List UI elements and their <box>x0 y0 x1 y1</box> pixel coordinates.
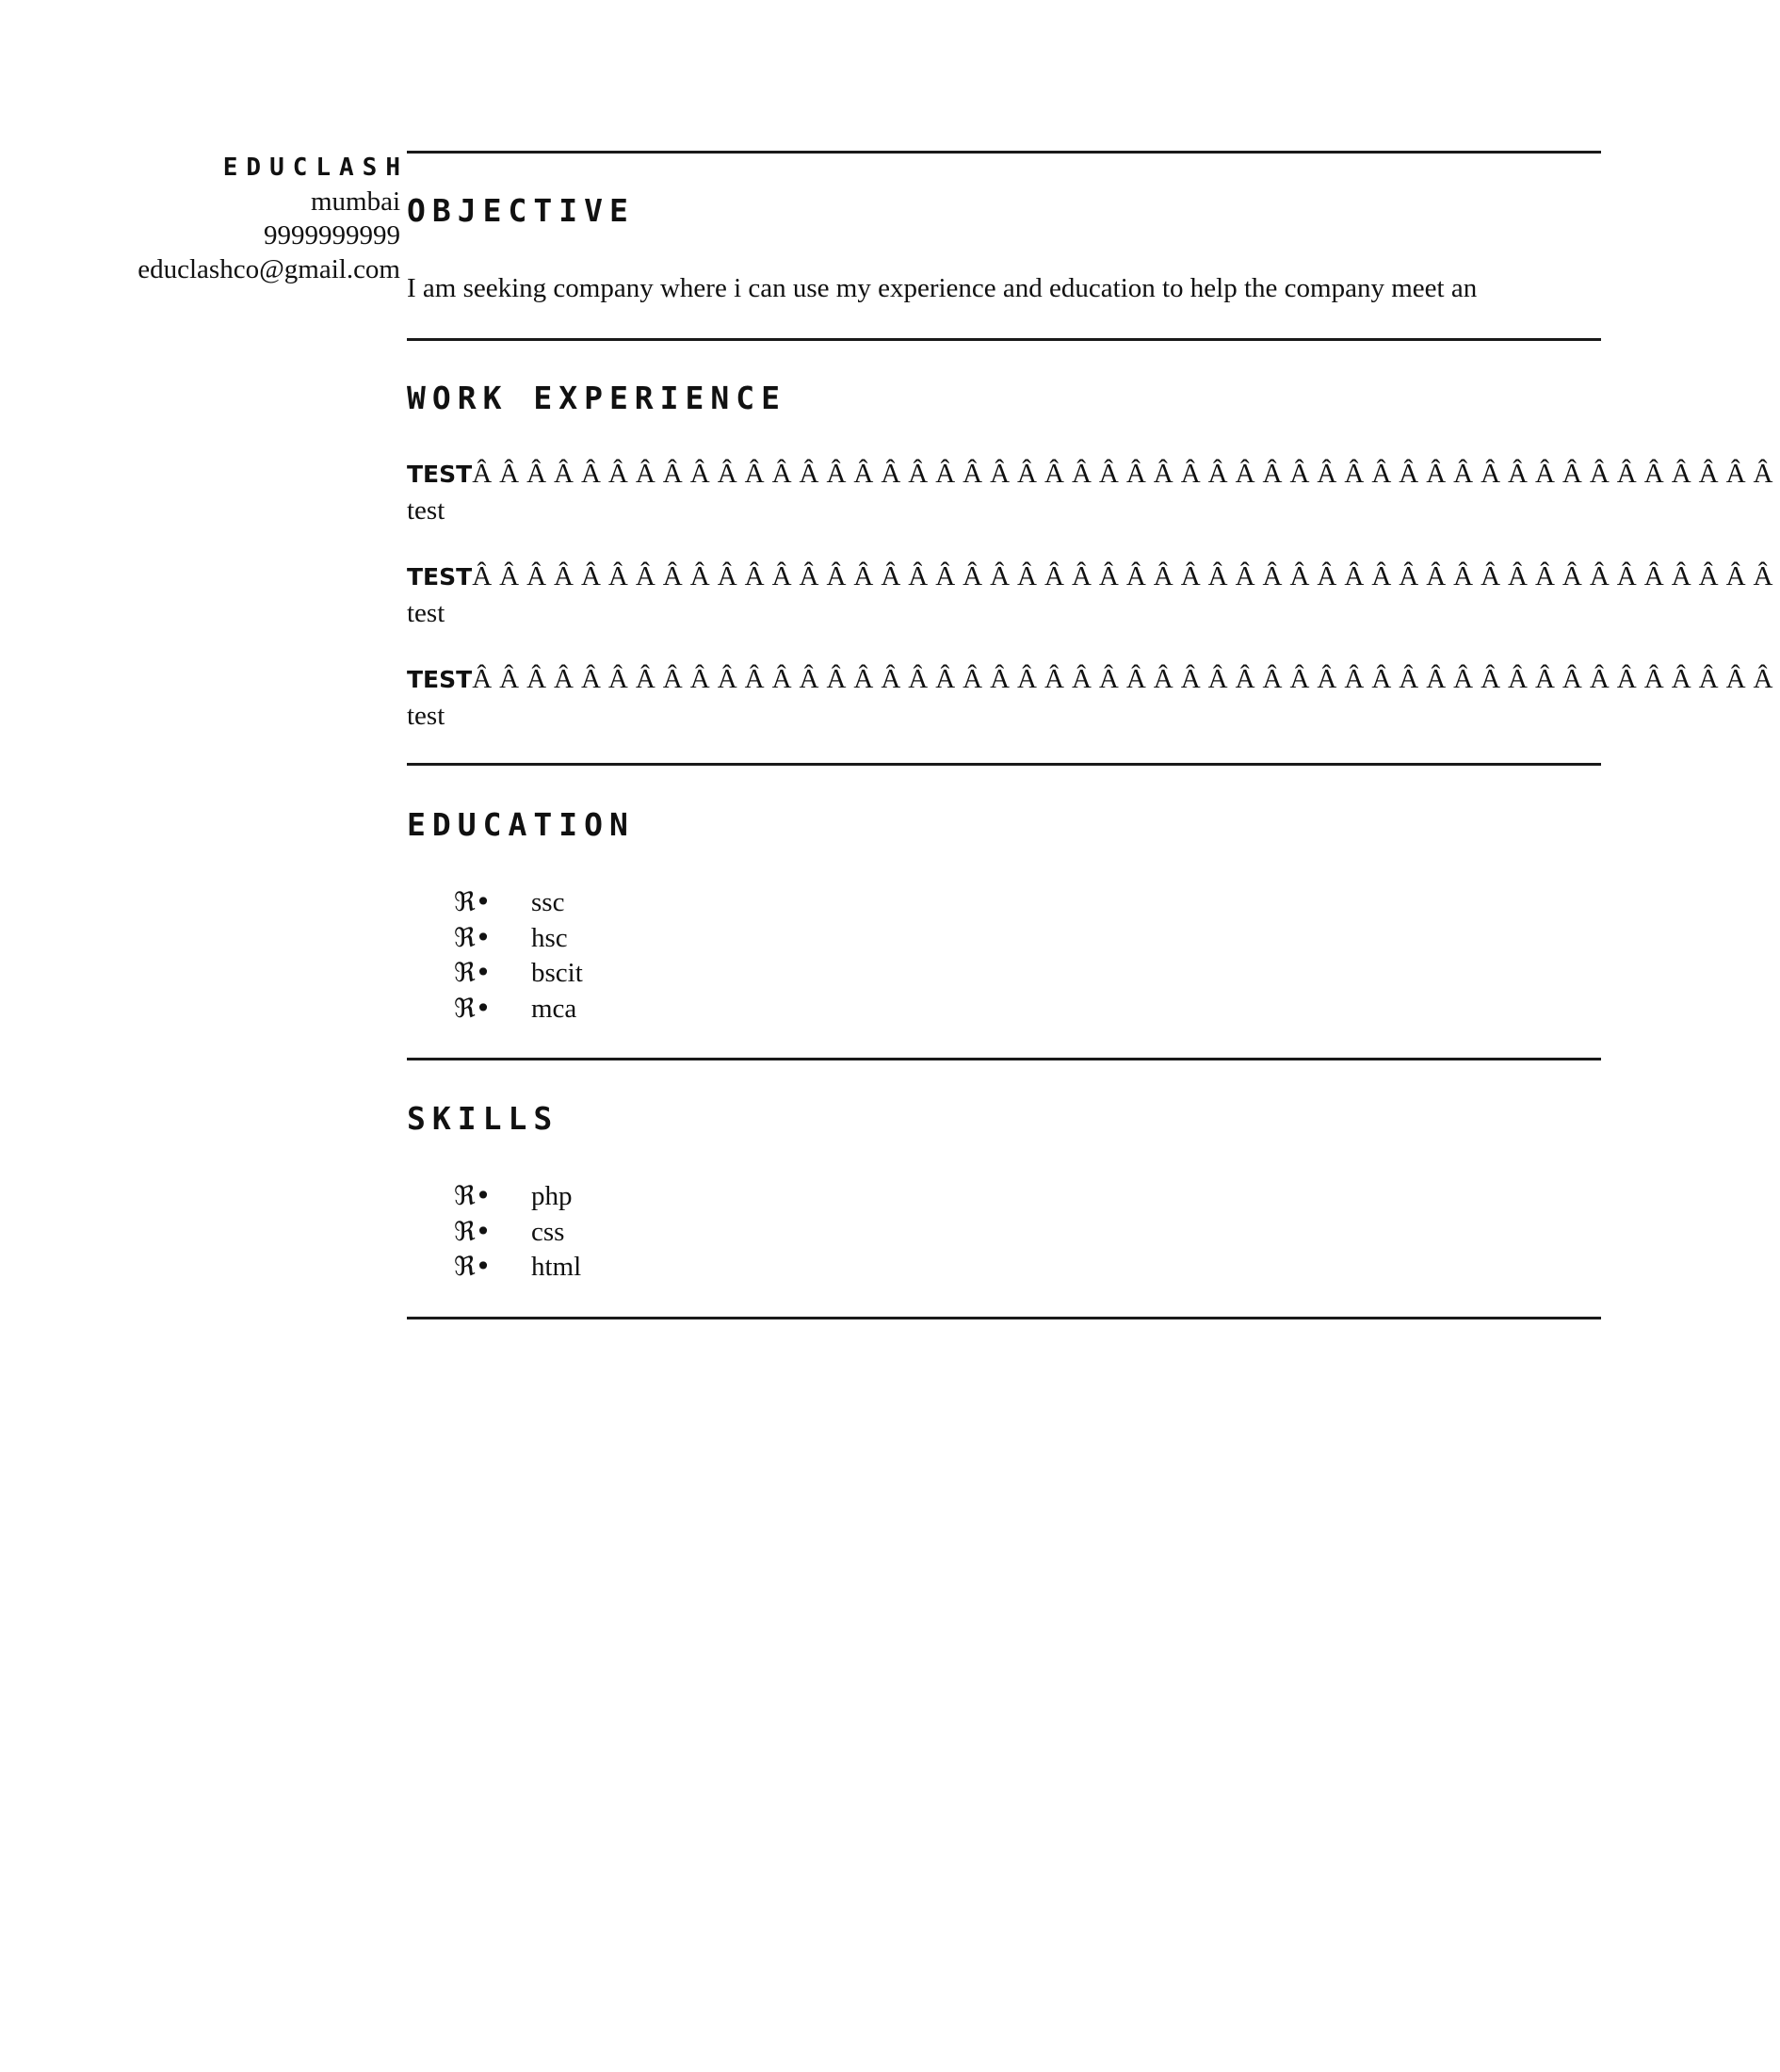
education-item: mca <box>531 993 577 1024</box>
job-description: test <box>407 495 445 526</box>
list-item <box>454 884 583 920</box>
section-divider <box>407 763 1601 766</box>
skill-item: html <box>531 1252 582 1282</box>
bullet-icon: ℜ• <box>454 1251 492 1282</box>
bullet-icon: ℜ• <box>454 1215 492 1247</box>
contact-city: mumbai <box>310 186 400 217</box>
job-entry <box>407 661 1780 734</box>
candidate-name: EDUCLASH <box>222 154 409 182</box>
job-description: test <box>407 598 445 628</box>
bullet-icon: ℜ• <box>454 886 492 917</box>
education-heading: EDUCATION <box>407 806 635 843</box>
section-divider <box>407 151 1601 154</box>
list-item <box>454 1249 581 1285</box>
list-item <box>454 1178 581 1214</box>
job-title-filler: ÂÂÂÂÂÂÂÂÂÂÂÂÂÂÂÂÂÂÂÂÂÂÂÂÂÂÂÂÂÂÂÂÂÂÂÂÂÂÂÂÂÂÂÂÂÂÂÂ <box>472 459 1780 489</box>
education-item: bscit <box>531 958 583 988</box>
list-item <box>454 991 583 1027</box>
education-list <box>454 884 583 1026</box>
bullet-icon: ℜ• <box>454 992 492 1024</box>
bullet-icon: ℜ• <box>454 957 492 988</box>
contact-block <box>57 151 409 286</box>
bullet-icon: ℜ• <box>454 1180 492 1211</box>
section-divider <box>407 338 1601 341</box>
job-title: TEST <box>407 461 473 488</box>
section-divider <box>407 1058 1601 1060</box>
contact-email: educlashco@gmail.com <box>138 254 400 284</box>
job-title-filler: ÂÂÂÂÂÂÂÂÂÂÂÂÂÂÂÂÂÂÂÂÂÂÂÂÂÂÂÂÂÂÂÂÂÂÂÂÂÂÂÂÂÂÂÂÂÂÂÂ <box>472 561 1780 591</box>
skill-item: php <box>531 1181 573 1211</box>
job-entry <box>407 456 1780 528</box>
education-item: hsc <box>531 922 568 953</box>
contact-phone: 9999999999 <box>264 220 400 251</box>
section-divider <box>407 1317 1601 1319</box>
job-description: test <box>407 701 445 731</box>
work-experience-heading: WORK EXPERIENCE <box>407 380 787 416</box>
job-title-filler: ÂÂÂÂÂÂÂÂÂÂÂÂÂÂÂÂÂÂÂÂÂÂÂÂÂÂÂÂÂÂÂÂÂÂÂÂÂÂÂÂÂÂÂÂÂÂÂÂ <box>472 664 1780 694</box>
list-item <box>454 1214 581 1250</box>
job-title-row <box>407 558 1780 595</box>
job-title: TEST <box>407 666 473 693</box>
job-title-row <box>407 456 1780 493</box>
skills-list <box>454 1178 581 1285</box>
objective-text: I am seeking company where i can use my experience and education to help the company meet an <box>407 273 1478 303</box>
objective-heading: OBJECTIVE <box>407 192 635 229</box>
education-item: ssc <box>531 887 565 917</box>
list-item <box>454 955 583 991</box>
job-title-row <box>407 661 1780 698</box>
skill-item: css <box>531 1216 565 1247</box>
list-item <box>454 920 583 956</box>
job-entry <box>407 558 1780 631</box>
bullet-icon: ℜ• <box>454 921 492 953</box>
job-title: TEST <box>407 563 473 591</box>
skills-heading: SKILLS <box>407 1100 559 1137</box>
